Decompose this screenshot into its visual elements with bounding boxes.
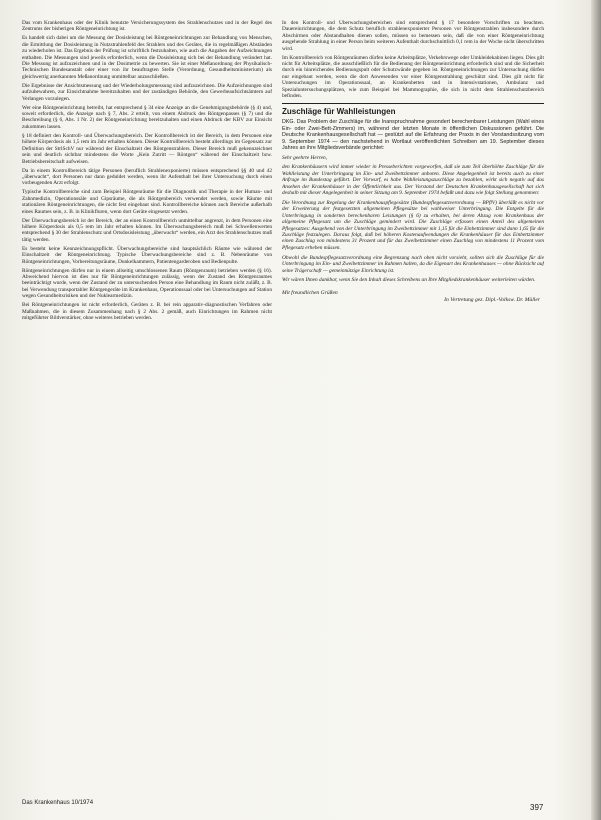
left-paragraph: Bei Röntgeneinrichtungen ist nicht erforderlich, Geräten z. B. bei rein apparativ-diagnostischen Verfahren oder Maßnahmen, die in diesem Zusammenhang nach § 2 Abs. 2 gemäß, auch Einrichtungen im Rahmen nicht mitgeführter Bildverstärker, ohne weiteres betrieben werden. [22,302,272,321]
signature-closing: Mit freundlichen Grüßen [282,289,338,296]
page-number: 397 [530,803,544,812]
page-edge-shadow [591,0,601,820]
box-body: DKG. Das Problem der Zuschläge für die Inanspruchnahme gesondert berechenbarer Leistungen (Wahl eines Ein- oder Zwei-Bett-Zimmers) im, während der letzten Monate in öffentlichen Diskussionen geführt. Die Deutsche Krankenhausgesellschaft hat — gestützt auf die Erfahrung der Praxis in der Vorstandssitzung vom 9. September 1974 — den nachstehend in Wortlaut veröffentlichten Schreiben am 19. September dieses Jahres an ihre Mitgliedsverbände gerichtet: [282,119,544,152]
right-paragraph: In den Kontroll- und Überwachungsbereichen sind entsprechend § 17 besondere Vorschriften zu beachten. Dauereinrichtungen, die dem Schutz beruflich strahlenexponierter Personen vor Röntgenstrahlen insbesondere durch Abschirmen oder Abstandhalten dienen sollen, müssen so bemessen sein, daß die von einer Röntgeneinrichtung ausgehende Strahlung in einer Person beim weiteren Aufenthalt durchschnittlich 0,1 rem in der Woche nicht überschritten wird. [282,20,544,52]
signature-block [282,290,544,304]
left-paragraph: Der Überwachungsbereich ist der Bereich, der an einen Kontrollbereich unmittelbar angrenzt, in dem Personen eine höhere Körperdosis als 0,5 rem im Jahr erhalten können. Im Überwachungsbereich muß bei Schwellenwerten entsprechend § 30 der Strahlenschutz und Ortsdosisleistung „überwacht“ werden, ein Arzt des Strahlenschutzes muß tätig werden. [22,217,272,243]
left-paragraph: § 18 definiert den Kontroll- und Überwachungsbereich. Der Kontrollbereich ist der Bereich, in dem Personen eine höhere Körperdosis als 1,5 rem im Jahr erhalten können. Dieser Kontrollbereich besteht allerdings im Gegensatz zur Definition der StrlSchV nur während der Einschaltzeit des Röntgenstrahlers. Dieser Bereich muß gekennzeichnet sein und deutlich sichtbar mindestens die Worte „Kein Zutritt — Röntgen“ während der Einschaltzeit bzw. Betriebsbereitschaft aufweisen. [22,132,272,165]
letter [282,155,544,284]
letter-paragraph: Wir wären Ihnen dankbar, wenn Sie den Inhalt dieses Schreibens an Ihre Mitgliedskrankenhäuser weiterleiten würden. [282,277,536,284]
left-paragraph: Typische Kontrollbereiche sind zum Beispiel Röntgenräume für die Diagnostik und Therapie in der Human- und Zahnmedizin, Operationssäle und Gipsräume, die als Röntgenbereich verwendet werden, sowie Räume mit stationären Röntgeneinrichtungen, die nicht fest eingebaut sind. Kontrollbereiche können auch Bereiche außerhalb eines Raumes sein, z. B. in Klinikfluren, wenn dort Geräte eingesetzt werden. [22,189,272,215]
left-paragraph: Röntgeneinrichtungen dürfen nur in einem allseitig umschlossenen Raum (Röntgenraum) betrieben werden (§ 16). Abweichend hiervon ist dies nur für Röntgeneinrichtungen zulässig, wenn der Zustand des Röntgenraumes beeinträchtigt wurde, wenn der Zustand der zu untersuchenden Person eine Behandlung im Raum nicht zuläßt, z. B. bei Verwendung transportabler Röntgengeräte im Krankenhaus, Operationssaal oder bei Untersuchungen auf Station wegen Gesundheitsrisiken und der Nuklearmedizin. [22,267,272,300]
left-paragraph: Die Ergebnisse der Ansichtsmessung und der Wiederholungsmessung sind aufzuzeichnen. Die Aufzeichnungen sind aufzubewahren, zur Einsichtnahme bereitzuhalten und der zuständigen Behörde, den Gewerbeaufsichtsämtern auf Verlangen vorzulegen. [22,82,272,102]
letter-salutation: Sehr geehrte Herren, [282,154,328,161]
notice-box [282,107,544,152]
letter-paragraph: den Krankenhäusern wird immer wieder in Presseberichten vorgeworfen, daß sie zum Teil überhöhte Zuschläge für die Wahlleistung der Unterbringung im Ein- und Zweibettzimmer anboten. Diese Angelegenheit ist bereits auch zu einer Anfrage im Bundestag geführt. Der Vorwurf, es habe Wahlleistungszuschläge zu bezahlen, wirkt sich negativ auf das Ansehen der Krankenhäuser in der Öffentlichkeit aus. Der Vorstand der Deutschen Krankenhausgesellschaft hat sich deshalb mit dieser Angelegenheit in seiner Sitzung am 9. September 1974 befaßt und dazu wie folgt Stellung genommen: [282,164,544,197]
left-paragraph: Es handelt sich dabei um die Messung der Dosisleistung bei Röntgeneinrichtungen zur Behandlung von Menschen, die Ermittlung der Dosisleistung in Nutzstrahlenfeld des Strahlers und des Gerätes, die in regelmäßigen Abständen zu wiederholen ist. Das Ergebnis der Prüfung ist schriftlich festzuhalten, wie auch die Angaben der Aufzeichnungen enthalten. Die Messungen sind jeweils erforderlich, wenn die Dosisleistung sich bei der Behandlung verändert hat. Die Messung ist aufzuzeichnen und in der Dosimetrie zu bewerten. Sie ist einer Meßanordnung der Physikalisch-Technischen Bundesanstalt oder einer von ihr beauftragten Stelle (Verordnung, Gesundheitsministerium) als gleichwertig anerkannten Meßanordnung unmittelbar anzuschließen. [22,35,272,80]
left-paragraph: Das vom Krankenhaus oder der Klinik benutzte Versicherungssystem des Strahlenschutzes und in der Regel des Zentrums der bisherigen Röntgeneinrichtung ist. [22,20,272,33]
left-paragraph: Es besteht keine Kennzeichnungspflicht. Überwachungsbereiche sind hauptsächlich Räume wie während der Einschaltzeit der Röntgeneinrichtung. Typische Überwachungsbereiche sind z. B. Nebenräume von Röntgeneinrichtungen, Vorbereitungsräume, Dunkelkammern, Patientengarderoben und Bedienpulte. [22,245,272,265]
box-top-rule [282,103,544,104]
left-paragraph: Wer eine Röntgeneinrichtung betreibt, hat entsprechend § 34 eine Anzeige an die Genehmigungsbehörde (§ 4) und, soweit erforderlich, die Anzeige nach § 7, Abs. 2 erteilt, von einem Abdruck des Röntgenpasses (§ 7) und die Beschreibung (§ 6, Abs. 1 Nr. 2) der Röntgeneinrichtung bereitzuhalten und einen Abdruck der KBV zur Einsicht zukommen lassen. [22,104,272,130]
left-paragraph: Da in einem Kontrollbereich tätige Personen (beruflich Strahlenexponierte) müssen entsprechend §§ 40 und 42 „überwacht“, dort Personen nur dann geduldet werden, wenn ihr Aufenthalt bei ihrer Untersuchung durch einen vorbeugenden Arzt erfolgt. [22,167,272,187]
signature-signer: In Vertretung gez. Dipl.-Volksw. Dr. Müller [444,296,540,303]
right-paragraph: Im Kontrollbereich von Röntgenräumen dürfen keine Arbeitsplätze, Verkehrswege oder Umkleidekabinen liegen. Dies gilt nicht für Arbeitsplätze, die ausschließlich für die Bedienung der Röntgeneinrichtung erforderlich sind und die Sicherheit durch ein hinreichendes Bedienungspult oder Schutzwände gegeben ist. Röntgeneinrichtungen zur Untersuchung dürfen nur eingebaut werden, wenn die dort Anwesenden vor einer Röntgenstrahlung geschützt sind. Dies gilt nicht für Untersuchungen im Operationssaal, an Krankenbetten und in Intensivstationen, Ambulanz und Spezialuntersuchungsplätzen, wie zum Beispiel bei Mammographie, die sich in nicht dem Strahlenschutzbereich befinden. [282,54,544,100]
box-title: Zuschläge für Wahlleistungen [282,107,396,117]
letter-paragraph: Obwohl die Bundespflegesatzverordnung eine Begrenzung nach oben nicht vorsieht, sollten sich die Zuschläge für die Unterbringung im Ein- und Zweibettzimmer im Rahmen halten, da die Eigenart des Krankenhauses — ohne Rücksicht auf seine Trägerschaft — gemeinnützige Einrichtung ist. [282,254,544,274]
letter-paragraph: Die Verordnung zur Regelung der Krankenhauspflegesätze (Bundespflegesatzverordnung — BPflV) überläßt es nicht vor der Erweiterung der festgesetzten allgemeinen Pflegesätze bei wahlweiser Unterbringung. Die Entgelte für die Unterbringung in sonderten berechenbaren Leistungen (§ 6) zu erhalten, bei deren Abzug vom Krankenhaus der allgemeine Pflegesatz um die Zuschläge gemindert wird. Die Zuschläge erfassen einen Anteil des allgemeinen Pflegesatzes: Ausgehend von der Unterbringung im Zweibettzimmer mit 1,15 für die Einbettzimmer sind dann 1,65 für die Zuschläge festzulegen. Daraus folgt, daß bei höheren Kostenaufwendungen die Krankenhäuser für das Einbettzimmer einen Zuschlag von mindestens 31 Prozent und für das Zweibettzimmer einen Zuschlag von mindestens 11 Prozent vom Pflegesatz erheben müssen. [282,200,544,251]
right-column [282,20,544,795]
footer-journal: Das Krankenhaus 10/1974 [22,800,94,806]
left-column [22,20,272,795]
